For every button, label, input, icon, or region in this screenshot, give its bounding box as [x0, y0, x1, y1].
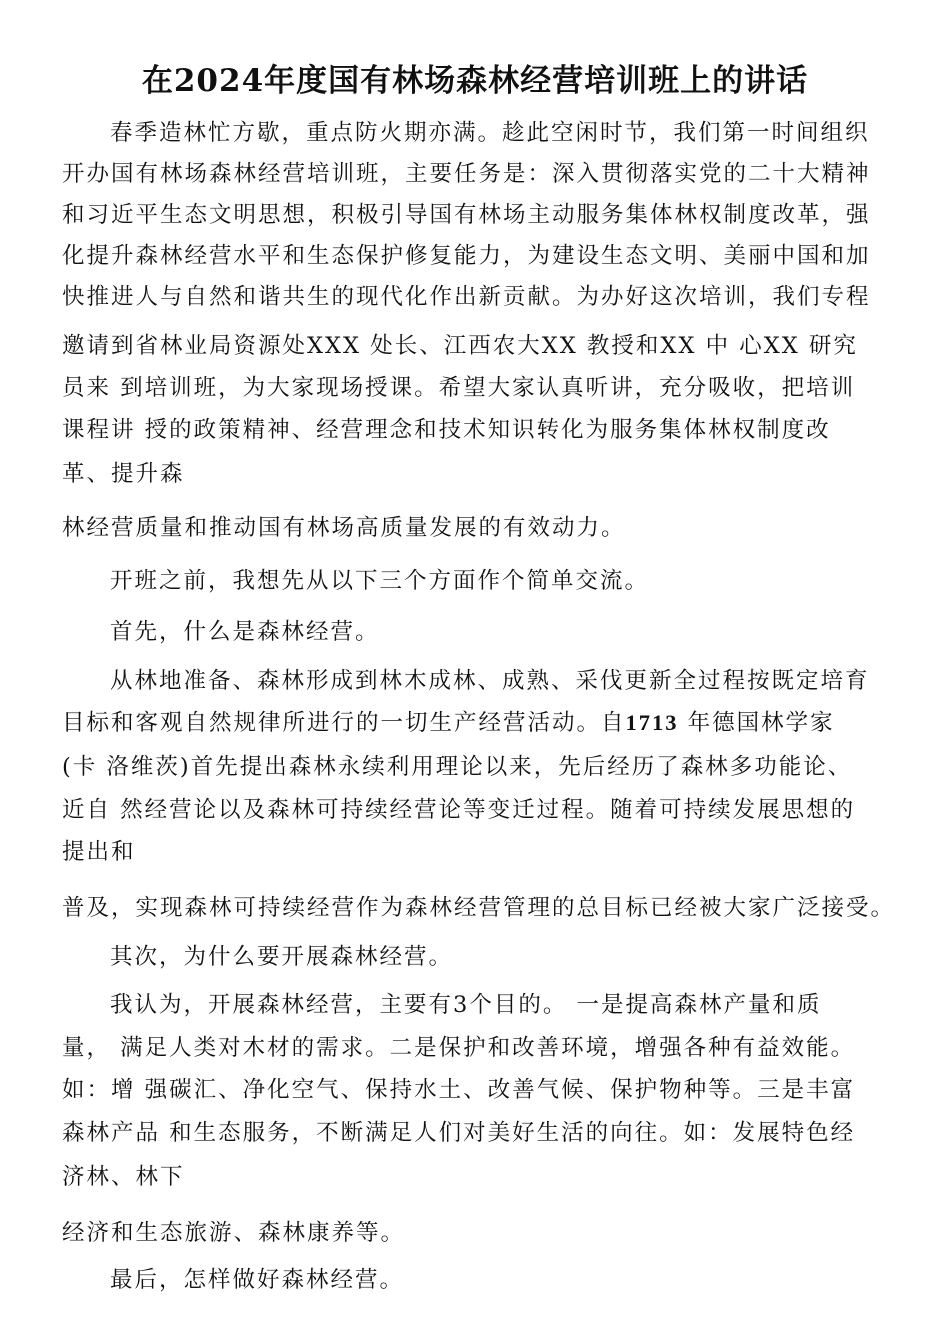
paragraph-line: 员来 到培训班，为大家现场授课。希望大家认真听讲，充分吸收，把培训 [62, 375, 856, 401]
paragraph-line: 化提升森林经营水平和生态保护修复能力，为建设生态文明、美丽中国和加 [62, 243, 871, 269]
section-heading: 首先，什么是森林经营。 [110, 619, 380, 645]
paragraph-line: 普及，实现森林可持续经营作为森林经营管理的总目标已经被大家广泛接受。 [62, 895, 896, 921]
paragraph-line: 森林产品 和生态服务，不断满足人们对美好生活的向往。如：发展特色经 [62, 1120, 856, 1146]
paragraph-line: 革、提升森 [62, 461, 185, 487]
paragraph-line: 快推进人与自然和谐共生的现代化作出新贡献。为办好这次培训，我们专程 [62, 284, 871, 310]
paragraph-line: 济林、林下 [62, 1164, 185, 1190]
paragraph-line: 邀请到省林业局资源处XXX 处长、江西农大XX 教授和XX 中 心XX 研究 [62, 333, 858, 359]
paragraph-line: 从林地准备、森林形成到林木成林、成熟、采伐更新全过程按既定培育 [110, 668, 870, 694]
paragraph-line: 我认为，开展森林经营，主要有3个目的。 一是提高森林产量和质 [110, 992, 822, 1018]
page-title: 在2024年度国有林场森林经营培训班上的讲话 [141, 63, 809, 99]
paragraph-line: 量， 满足人类对木材的需求。二是保护和改善环境，增强各种有益效能。 [62, 1035, 856, 1061]
paragraph-line: (卡 洛维茨)首先提出森林永续利用理论以来，先后经历了森林多功能论、 [62, 754, 853, 780]
section-heading: 其次，为什么要开展森林经营。 [110, 944, 454, 970]
paragraph-line: 开办国有林场森林经营培训班，主要任务是：深入贯彻落实党的二十大精神 [62, 161, 871, 187]
paragraph-text: 目标和客观自然规律所进行的一切生产经营活动。自 [62, 710, 626, 736]
paragraph-line: 近自 然经营论以及森林可持续经营论等变迁过程。随着可持续发展思想的 [62, 797, 856, 823]
paragraph-text: 年德国林学家 [678, 710, 835, 736]
paragraph-line [62, 708, 835, 738]
paragraph-line: 春季造林忙方歇，重点防火期亦满。趁此空闲时节，我们第一时间组织 [110, 120, 870, 146]
section-heading: 最后，怎样做好森林经营。 [110, 1267, 405, 1293]
paragraph-line: 如：增 强碳汇、净化空气、保持水土、改善气候、保护物种等。三是丰富 [62, 1077, 856, 1103]
paragraph-line: 经济和生态旅游、森林康养等。 [62, 1220, 406, 1246]
paragraph-line: 提出和 [62, 839, 136, 865]
paragraph-line: 林经营质量和推动国有林场高质量发展的有效动力。 [62, 515, 626, 541]
paragraph-line: 和习近平生态文明思想，积极引导国有林场主动服务集体林权制度改革，强 [62, 202, 871, 228]
paragraph-line: 课程讲 授的政策精神、经营理念和技术知识转化为服务集体林权制度改 [62, 417, 831, 443]
paragraph-line: 开班之前，我想先从以下三个方面作个简单交流。 [110, 568, 650, 594]
year-number: 1713 [625, 710, 679, 735]
